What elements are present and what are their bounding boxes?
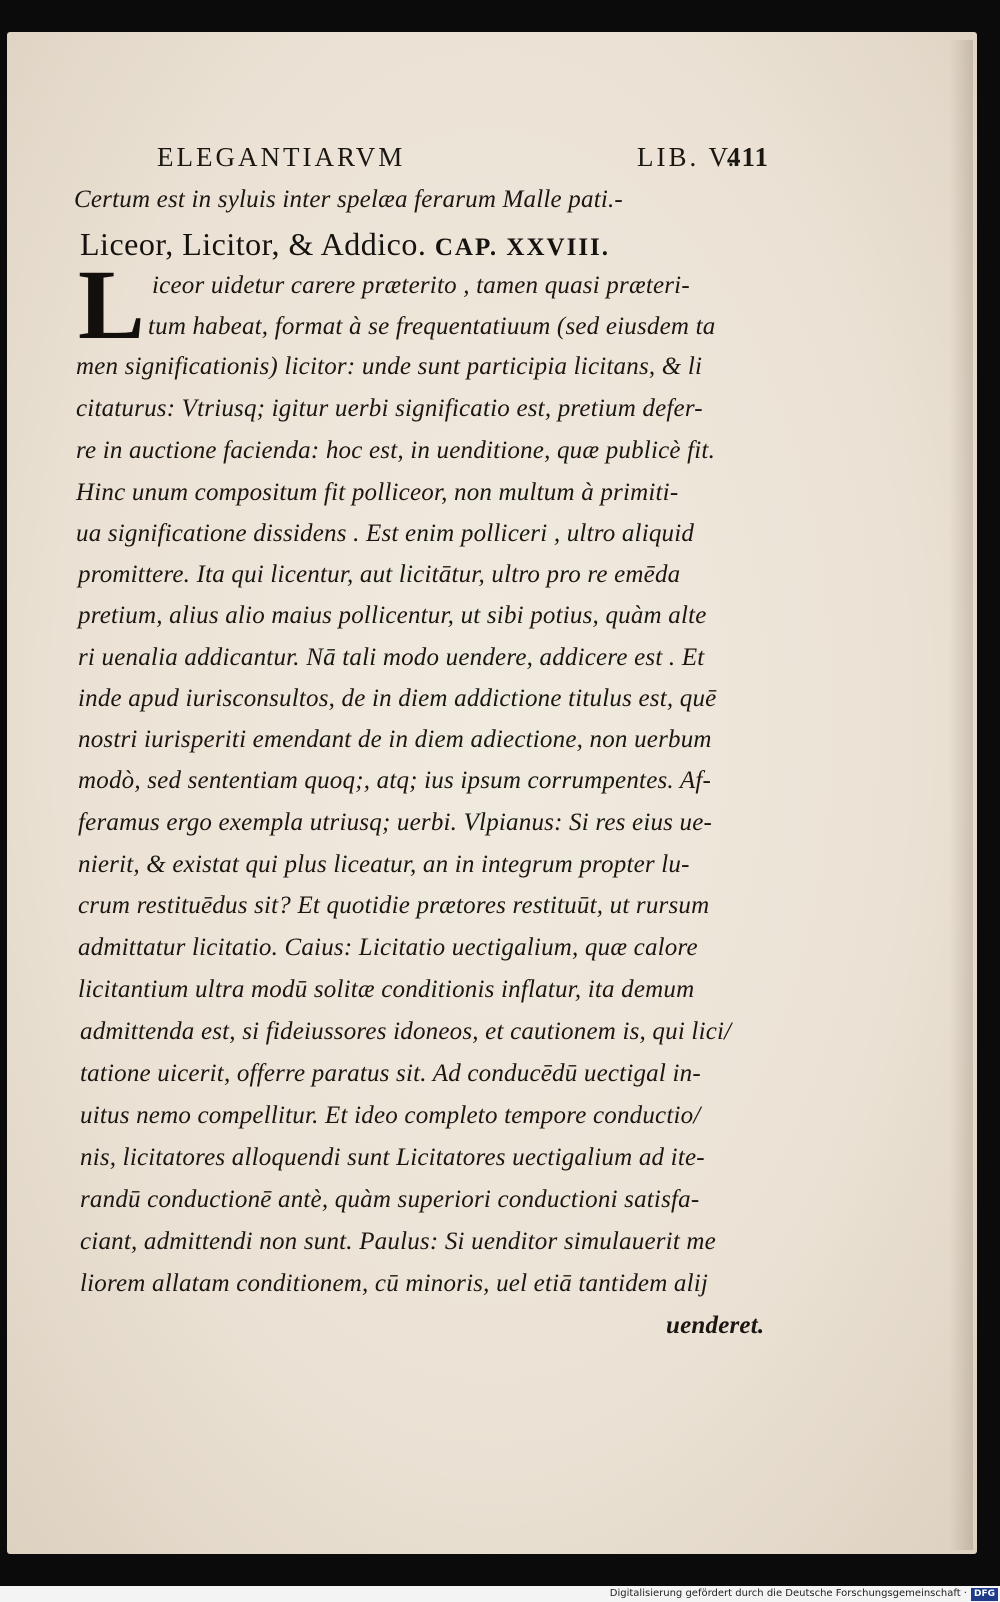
body-line: licitantium ultra modū solitæ conditionis inflatur, ita demum bbox=[78, 976, 695, 1003]
chapter-number: CAP. XXVIII. bbox=[434, 234, 611, 261]
body-line: tum habeat, format à se frequentatiuum (sed eiusdem ta bbox=[148, 313, 716, 340]
page-edge-shadow bbox=[949, 40, 973, 1550]
body-line: ua significatione dissidens . Est enim polliceri , ultro aliquid bbox=[76, 520, 695, 547]
body-line: admittatur licitatio. Caius: Licitatio uectigalium, quæ calore bbox=[78, 934, 698, 961]
body-line: liorem allatam conditionem, cū minoris, uel etiā tantidem alij bbox=[80, 1270, 709, 1297]
body-line-final: uenderet. bbox=[666, 1312, 765, 1339]
body-line: inde apud iurisconsultos, de in diem addictione titulus est, quē bbox=[78, 685, 717, 712]
chapter-heading bbox=[80, 226, 610, 263]
running-head-title: ELEGANTIARVM bbox=[157, 142, 406, 172]
body-line: randū conductionē antè, quàm superiori conductioni satisfa- bbox=[80, 1186, 700, 1213]
body-line: modò, sed sententiam quoq;, atq; ius ipsum corrumpentes. Af- bbox=[78, 767, 712, 794]
body-line: ciant, admittendi non sunt. Paulus: Si uenditor simulauerit me bbox=[80, 1228, 716, 1255]
body-line: pretium, alius alio maius pollicentur, ut sibi potius, quàm alte bbox=[78, 602, 707, 629]
body-line: citaturus: Vtriusq; igitur uerbi significatio est, pretium defer- bbox=[76, 395, 703, 422]
body-line: ri uenalia addicantur. Nā tali modo uendere, addicere est . Et bbox=[78, 644, 705, 671]
page-number: 411 bbox=[727, 142, 770, 172]
funding-footer bbox=[0, 1586, 1000, 1602]
body-line: crum restituēdus sit? Et quotidie prætores restituūt, ut rursum bbox=[78, 892, 710, 919]
running-head bbox=[157, 142, 797, 178]
body-line: nostri iurisperiti emendant de in diem adiectione, non uerbum bbox=[78, 726, 712, 753]
body-line: promittere. Ita qui licentur, aut licitātur, ultro pro re emēda bbox=[78, 561, 681, 588]
body-line: Hinc unum compositum fit polliceor, non multum à primiti- bbox=[76, 479, 679, 506]
body-line: nierit, & existat qui plus liceatur, an in integrum propter lu- bbox=[78, 851, 690, 878]
funding-notice: Digitalisierung gefördert durch die Deutsche Forschungsgemeinschaft · bbox=[609, 1588, 967, 1599]
running-head-book: LIB. V. bbox=[637, 142, 738, 172]
body-line: iceor uidetur carere præterito , tamen quasi præteri- bbox=[152, 272, 690, 299]
verse-line: Certum est in syluis inter spelæa ferarum Malle pati.- bbox=[74, 186, 623, 213]
body-line: re in auctione facienda: hoc est, in uenditione, quæ publicè fit. bbox=[76, 437, 716, 464]
body-line: admittenda est, si fideiussores idoneos, et cautionem is, qui lici/ bbox=[80, 1018, 732, 1045]
body-line: uitus nemo compellitur. Et ideo completo tempore conductio/ bbox=[80, 1102, 701, 1129]
body-line: nis, licitatores alloquendi sunt Licitatores uectigalium ad ite- bbox=[80, 1144, 705, 1171]
body-line: men significationis) licitor: unde sunt participia licitans, & li bbox=[76, 353, 703, 380]
body-line: tatione uicerit, offerre paratus sit. Ad conducēdū uectigal in- bbox=[80, 1060, 701, 1087]
dfg-logo: DFG bbox=[971, 1588, 998, 1601]
chapter-title: Liceor, Licitor, & Addico. bbox=[80, 226, 427, 262]
body-line: feramus ergo exempla utriusq; uerbi. Vlpianus: Si res eius ue- bbox=[78, 809, 713, 836]
drop-cap-initial: L bbox=[78, 249, 145, 360]
